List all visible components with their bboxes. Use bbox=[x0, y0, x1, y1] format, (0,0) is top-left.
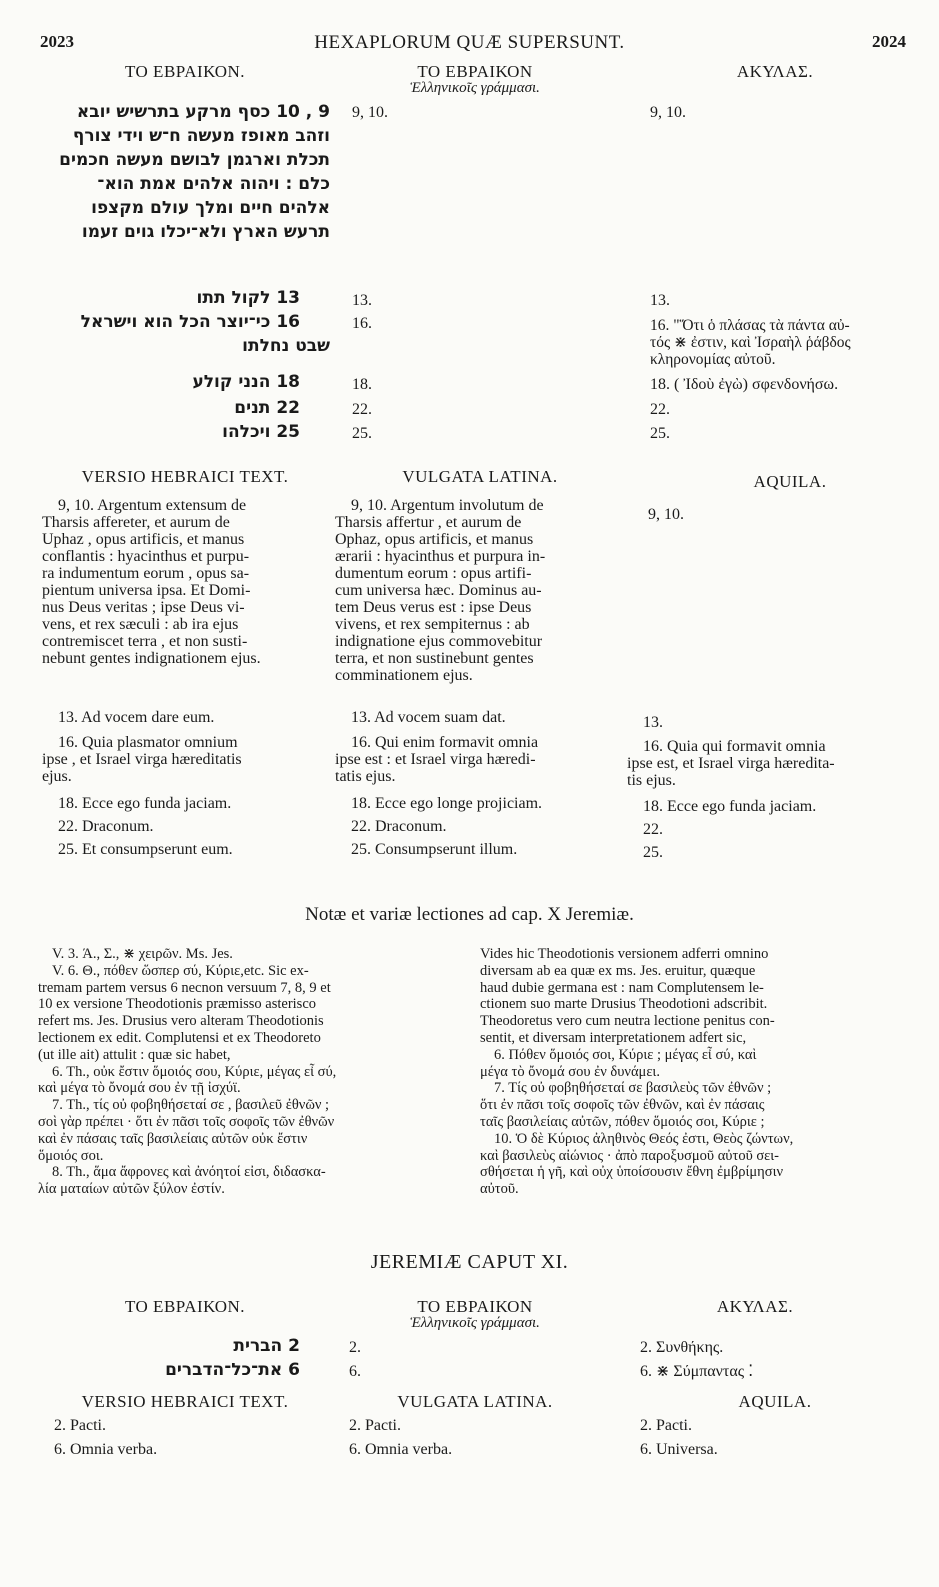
hebrew-verse-13: 13 לקול תתו bbox=[196, 288, 300, 308]
aquila-latin-line: 16. Quia qui formavit omnia bbox=[643, 738, 826, 755]
vulgata-verse-25: 25. Consumpserunt illum. bbox=[351, 841, 518, 858]
hebrew-line: אלהים חיים ומלך עולם מקצפו bbox=[91, 198, 330, 218]
versio-line: conflantis : hyacinthus et purpu- bbox=[42, 548, 250, 565]
ch11-vulgata-column-head: VULGATA LATINA. bbox=[397, 1392, 553, 1411]
note-line: V. 3. Ά., Σ., ⋇ χειρῶν. Ms. Jes. bbox=[52, 946, 233, 962]
ch11-aquila-column-head: ΑΚΥΛΑΣ. bbox=[716, 1297, 794, 1316]
note-line: 10 ex versione Theodotionis præmisso asterisco bbox=[38, 996, 317, 1013]
note-line: lectionem ex edit. Complutensi et ex Theodoreto bbox=[38, 1029, 321, 1046]
vulgata-verse-13: 13. Ad vocem suam dat. bbox=[351, 709, 506, 726]
note-line: 7. Th., τίς οὐ φοβηθήσεταί σε , βασιλεῦ ἐθνῶν ; bbox=[52, 1097, 330, 1114]
aquila-line: τός ⋇ ἐστιν, καὶ Ἰσραὴλ ῥάβδος bbox=[650, 334, 851, 351]
vulgata-line: indignatione ejus commovebitur bbox=[335, 633, 543, 650]
versio-line: Tharsis affereter, et aurum de bbox=[42, 514, 230, 531]
vulgata-verse-22: 22. Draconum. bbox=[351, 818, 447, 835]
versio-line: ejus. bbox=[42, 768, 72, 785]
notes-title: Notæ et variæ lectiones ad cap. X Jeremiæ. bbox=[305, 904, 634, 925]
translit-verse-9-10: 9, 10. bbox=[352, 104, 388, 121]
ch11-vulgata-verse-6: 6. Omnia verba. bbox=[349, 1441, 453, 1458]
hebrew-verse-9-10 bbox=[28, 100, 330, 244]
running-title: HEXAPLORUM QUÆ SUPERSUNT. bbox=[314, 32, 625, 53]
vulgata-line: Ophaz, opus artificis, et manus bbox=[335, 531, 534, 548]
vulgata-verse-9-10 bbox=[335, 497, 545, 684]
vulgata-line: ipse est : et Israel virga hæredi- bbox=[335, 751, 536, 768]
page-number-right: 2024 bbox=[872, 32, 906, 51]
versio-verse-9-10 bbox=[42, 497, 261, 667]
note-line: λία ματαίων αὐτῶν ξύλον ἐστίν. bbox=[38, 1181, 225, 1198]
aquila-verse-9-10: 9, 10. bbox=[650, 104, 686, 121]
versio-line: nebunt gentes indignationem ejus. bbox=[42, 650, 261, 667]
hebrew-line: תכלת וארגמן לבושם מעשה חכמים bbox=[59, 150, 330, 170]
note-line: ctionem suo marte Drusius Theodotioni adscribit. bbox=[480, 996, 768, 1013]
notes-left-column bbox=[38, 946, 336, 1198]
ch11-vulgata-verse-2: 2. Pacti. bbox=[349, 1417, 401, 1434]
note-line: tremam partem versus 6 necnon versuum 7, 8, 9 et bbox=[38, 979, 331, 996]
hebrew-line: כלם : ויהוה אלהים אמת הוא־ bbox=[97, 174, 330, 194]
versio-verse-16 bbox=[42, 734, 242, 785]
translit-column-subhead: Ἑλληνικοῖς γράμμασι. bbox=[410, 80, 540, 96]
note-line: αὐτοῦ. bbox=[480, 1181, 519, 1198]
aquila-verse-16 bbox=[650, 317, 851, 368]
hebrew-line: 9 , 10 כסף מרקע בתרשיש יובא bbox=[76, 102, 330, 122]
vulgata-line: tatis ejus. bbox=[335, 768, 396, 785]
vulgata-verse-18: 18. Ecce ego longe projiciam. bbox=[351, 795, 543, 812]
versio-line: ipse , et Israel virga hæreditatis bbox=[42, 751, 242, 768]
versio-verse-22: 22. Draconum. bbox=[58, 818, 154, 835]
note-line: Vides hic Theodotionis versionem adferri omnino bbox=[480, 946, 769, 962]
hebrew-verse-16: 16 כי־יוצר הכל הוא וישראל bbox=[80, 312, 300, 332]
note-line: 6. Th., οὐκ ἔστιν ὅμοιός σου, Κύριε, μέγας εἶ σύ, bbox=[52, 1063, 337, 1080]
ch11-versio-verse-2: 2. Pacti. bbox=[54, 1417, 106, 1434]
vulgata-line: 16. Qui enim formavit omnia bbox=[351, 734, 539, 751]
aquila-latin-verse-18: 18. Ecce ego funda jaciam. bbox=[643, 798, 817, 815]
vulgata-line: 9, 10. Argentum involutum de bbox=[351, 497, 544, 514]
hebrew-verse-22: 22 תנים bbox=[234, 398, 300, 418]
ch11-translit-column-head: ΤΟ ΕΒΡΑΙΚΟΝ bbox=[417, 1297, 533, 1316]
note-line: (ut ille ait) attulit : quæ sic habet, bbox=[38, 1046, 231, 1063]
note-line: diversam ab ea quæ ex ms. Jes. eruitur, quæque bbox=[480, 962, 756, 979]
aquila-latin-line: ipse est, et Israel virga hæredita- bbox=[627, 755, 835, 772]
aquila-verse-13: 13. bbox=[650, 292, 670, 309]
note-line: ὅμοιός σοι. bbox=[38, 1147, 104, 1164]
translit-verse-25: 25. bbox=[352, 425, 372, 442]
aquila-verse-22: 22. bbox=[650, 401, 670, 418]
ch11-aquila-verse-6: 6. ⋇ Σύμπαντας ⁚ bbox=[640, 1363, 754, 1380]
aquila-latin-verse-25: 25. bbox=[643, 844, 663, 861]
notes-right-column bbox=[480, 946, 793, 1198]
note-line: μέγα τὸ ὄνομά σου ἐν δυνάμει. bbox=[480, 1063, 660, 1080]
vulgata-line: ærarii : hyacinthus et purpura in- bbox=[335, 548, 546, 565]
aquila-line: κληρονομίας αὐτοῦ. bbox=[650, 351, 776, 368]
page-number-left: 2023 bbox=[40, 32, 74, 51]
versio-line: Uphaz , opus artificis, et manus bbox=[42, 531, 245, 548]
note-line: καὶ βασιλεὺς αἰώνιος · ἀπὸ παροξυσμοῦ αὐτοῦ σει- bbox=[480, 1147, 780, 1164]
versio-line: contremiscet terra , et non susti- bbox=[42, 633, 248, 650]
chapter-xi-title: JEREMIÆ CAPUT XI. bbox=[370, 1251, 569, 1273]
note-line: 10. Ὁ δὲ Κύριος ἀληθινὸς Θεός ἐστι, Θεὸς ζώντων, bbox=[494, 1130, 794, 1147]
ch11-versio-column-head: VERSIO HEBRAICI TEXT. bbox=[81, 1392, 289, 1411]
aquila-line: 16. "Ὅτι ὁ πλάσας τὰ πάντα αὐ- bbox=[650, 317, 850, 334]
note-line: refert ms. Jes. Drusius vero alteram Theodotionis bbox=[38, 1013, 324, 1030]
translit-verse-18: 18. bbox=[352, 376, 372, 393]
aquila-latin-line: tis ejus. bbox=[627, 772, 676, 789]
ch11-versio-verse-6: 6. Omnia verba. bbox=[54, 1441, 158, 1458]
ch11-aquila-verse-2: 2. Συνθήκης. bbox=[640, 1339, 724, 1356]
ch11-translit-column-subhead: Ἑλληνικοῖς γράμμασι. bbox=[410, 1315, 540, 1331]
ch11-hebrew-verse-2: 2 הברית bbox=[233, 1336, 300, 1356]
note-line: sentit, et diversam interpretationem adfert sic, bbox=[480, 1029, 747, 1046]
ch11-hebrew-verse-6: 6 את־כל־הדברים bbox=[165, 1360, 300, 1380]
note-line: 6. Πόθεν ὅμοιός σοι, Κύριε ; μέγας εἶ σύ, καὶ bbox=[494, 1046, 757, 1063]
vulgata-line: terra, et non sustinebunt gentes bbox=[335, 650, 534, 667]
note-line: ταῖς βασιλείαις αὐτῶν, πόθεν ὅμοιός σοι, Κύριε ; bbox=[480, 1113, 765, 1130]
versio-line: vens, et rex sæculi : ab ira ejus bbox=[42, 616, 239, 633]
versio-verse-25: 25. Et consumpserunt eum. bbox=[58, 841, 233, 858]
ch11-aquila-latin-verse-2: 2. Pacti. bbox=[640, 1417, 692, 1434]
vulgata-column-head: VULGATA LATINA. bbox=[402, 467, 558, 486]
translit-verse-13: 13. bbox=[352, 292, 372, 309]
note-line: 7. Τίς οὐ φοβηθήσεταί σε βασιλεὺς τῶν ἐθνῶν ; bbox=[494, 1080, 772, 1097]
note-line: 8. Th., ἅμα ἄφρονες καὶ ἀνόητοί εἰσι, διδασκα- bbox=[52, 1164, 326, 1181]
note-line: καὶ ἐν πάσαις ταῖς βασιλείαις αὐτῶν οὐκ ἔστιν bbox=[38, 1130, 308, 1147]
hebrew-verse-25: 25 ויכלהו bbox=[222, 422, 300, 442]
note-line: Theodoretus vero cum neutra lectione penitus con- bbox=[480, 1013, 775, 1030]
ch11-translit-verse-2: 2. bbox=[349, 1339, 361, 1356]
vulgata-line: vivens, et rex sempiternus : ab bbox=[335, 616, 530, 633]
translit-verse-22: 22. bbox=[352, 401, 372, 418]
translit-verse-16: 16. bbox=[352, 315, 372, 332]
note-line: haud dubie germana est : nam Complutensem le- bbox=[480, 979, 764, 996]
versio-line: nus Deus veritas ; ipse Deus vi- bbox=[42, 599, 245, 616]
note-line: ὅτι ἐν πᾶσι τοῖς σοφοῖς τῶν ἐθνῶν, καὶ ἐν πάσαις bbox=[480, 1097, 765, 1114]
aquila-verse-18: 18. ( Ἰδοὺ ἐγὼ) σφενδονήσω. bbox=[650, 376, 839, 393]
hebrew-line: תרעש הארץ ולא־יכלו גוים זעמו bbox=[81, 222, 330, 242]
hebrew-column-head: ΤΟ ΕΒΡΑΙΚΟΝ. bbox=[124, 62, 246, 81]
vulgata-line: dumentum eorum : opus artifi- bbox=[335, 565, 532, 582]
vulgata-verse-16 bbox=[335, 734, 538, 785]
ch11-aquila-latin-verse-6: 6. Universa. bbox=[640, 1441, 718, 1458]
note-line: καὶ μέγα τὸ ὄνομά σου ἐν τῇ ἰσχύϊ. bbox=[38, 1080, 241, 1097]
hebrew-line: וזהב מאופז מעשה ח־ש וידי צורף bbox=[72, 126, 330, 146]
versio-line: pientum universa ipsa. Et Domi- bbox=[42, 582, 251, 599]
note-line: σοὶ γὰρ πρέπει · ὅτι ἐν πᾶσι τοῖς σοφοῖς τῶν ἐθνῶν bbox=[38, 1113, 335, 1130]
versio-line: 16. Quia plasmator omnium bbox=[58, 734, 238, 751]
ch11-translit-verse-6: 6. bbox=[349, 1363, 361, 1380]
ch11-aquila-latin-column-head: AQUILA. bbox=[738, 1392, 812, 1411]
aquila-latin-column-head: AQUILA. bbox=[753, 472, 827, 491]
aquila-verse-25: 25. bbox=[650, 425, 670, 442]
note-line: σθήσεται ἡ γῆ, καὶ οὐχ ὑποίσουσιν ἔθνη ἐμβρίμησιν bbox=[480, 1164, 784, 1181]
versio-verse-18: 18. Ecce ego funda jaciam. bbox=[58, 795, 232, 812]
aquila-latin-verse-22: 22. bbox=[643, 821, 663, 838]
ch11-hebrew-column-head: ΤΟ ΕΒΡΑΙΚΟΝ. bbox=[124, 1297, 246, 1316]
versio-verse-13: 13. Ad vocem dare eum. bbox=[58, 709, 215, 726]
versio-line: ra indumentum eorum , opus sa- bbox=[42, 565, 250, 582]
aquila-latin-verse-9-10: 9, 10. bbox=[648, 506, 684, 523]
note-line: V. 6. Θ., πόθεν ὥσπερ σύ, Κύριε,etc. Sic ex- bbox=[52, 962, 309, 979]
vulgata-line: cum universa hæc. Dominus au- bbox=[335, 582, 542, 599]
vulgata-line: Tharsis affertur , et aurum de bbox=[335, 514, 522, 531]
translit-column-head: ΤΟ ΕΒΡΑΙΚΟΝ bbox=[417, 62, 533, 81]
vulgata-line: comminationem ejus. bbox=[335, 667, 473, 684]
versio-line: 9, 10. Argentum extensum de bbox=[58, 497, 247, 514]
aquila-latin-verse-13: 13. bbox=[643, 714, 663, 731]
aquila-column-head: ΑΚΥΛΑΣ. bbox=[736, 62, 814, 81]
versio-column-head: VERSIO HEBRAICI TEXT. bbox=[81, 467, 289, 486]
hebrew-verse-18: 18 הנני קולע bbox=[192, 372, 300, 392]
vulgata-line: tem Deus verus est : ipse Deus bbox=[335, 599, 532, 616]
hebrew-verse-16-cont: שבט נחלתו bbox=[242, 336, 330, 356]
aquila-latin-verse-16 bbox=[627, 738, 835, 789]
